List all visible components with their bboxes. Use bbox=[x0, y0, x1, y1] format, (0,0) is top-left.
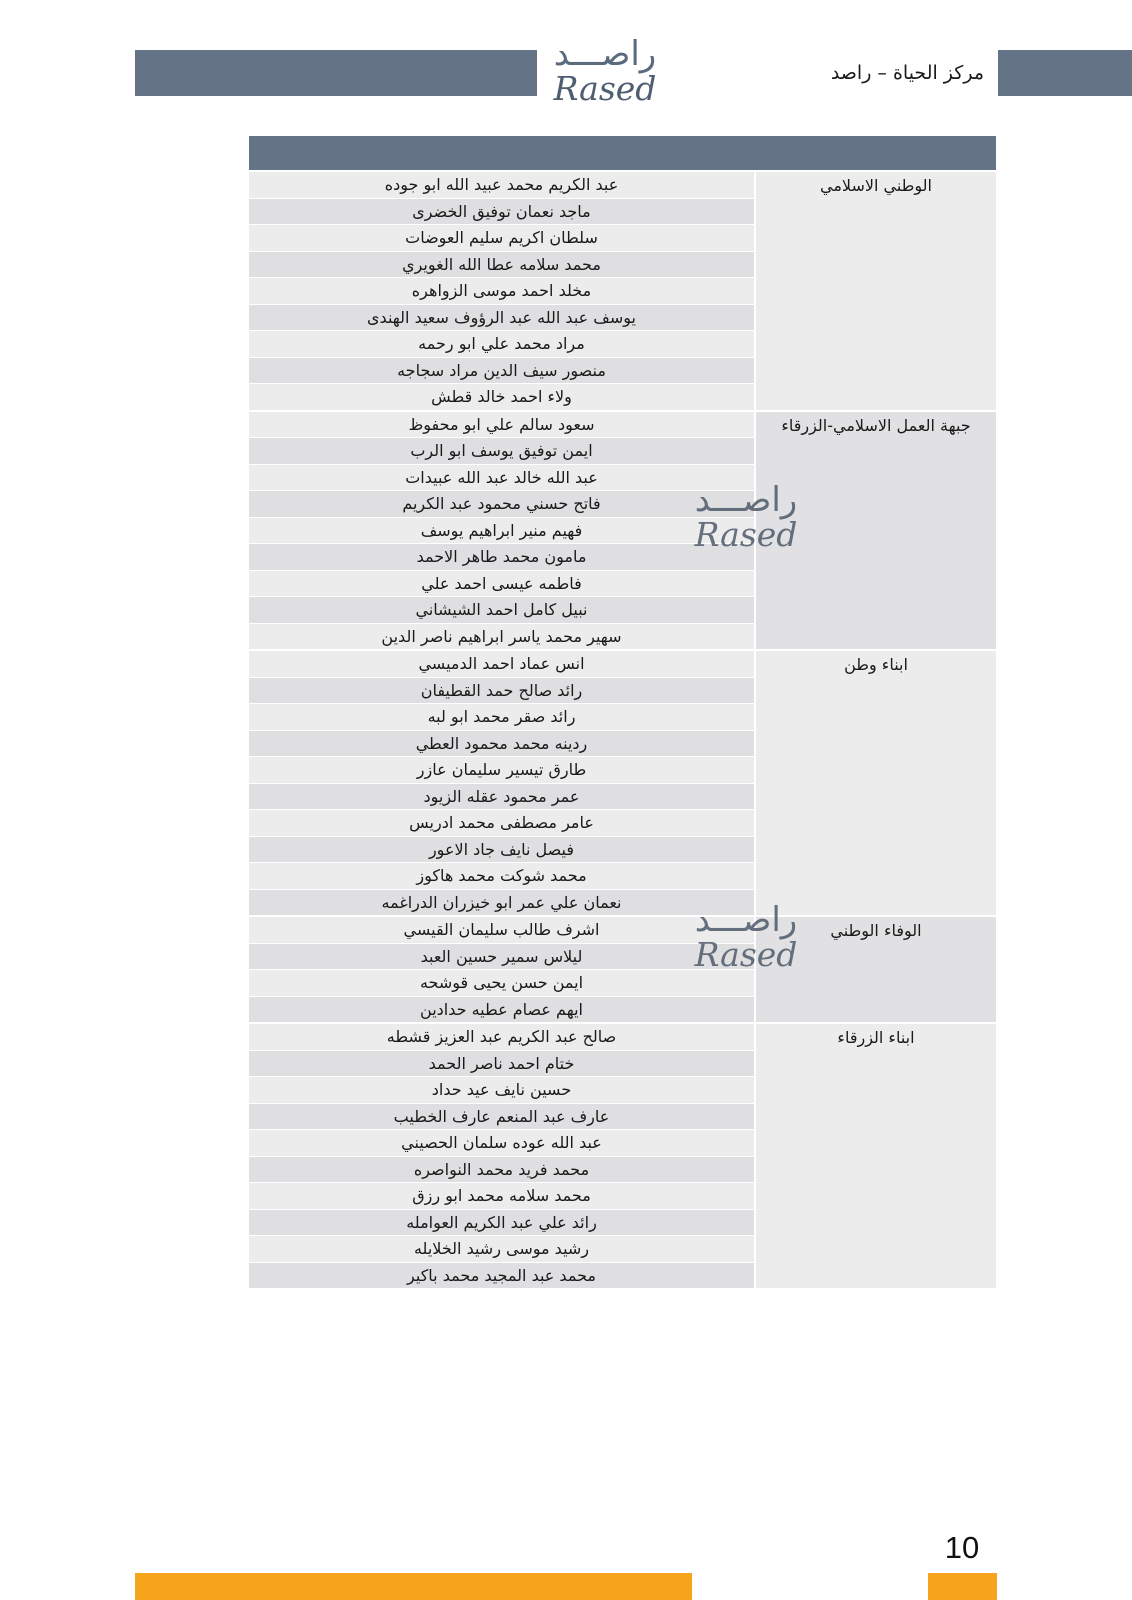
table-row: عمر محمود عقله الزيود bbox=[249, 783, 754, 810]
table-row: مخلد احمد موسى الزواهره bbox=[249, 277, 754, 304]
watermark-english-text: Rased bbox=[694, 935, 798, 974]
group-label: ابناء الزرقاء bbox=[754, 1024, 996, 1288]
list-group bbox=[249, 1022, 996, 1288]
table-header-bar bbox=[249, 136, 996, 170]
group-names bbox=[249, 1024, 754, 1288]
list-group bbox=[249, 915, 996, 1022]
table-row: نبيل كامل احمد الشيشاني bbox=[249, 596, 754, 623]
table-row: طارق تيسير سليمان عازر bbox=[249, 756, 754, 783]
table-row: عبد الله خالد عبد الله عبيدات bbox=[249, 464, 754, 491]
table-row: فيصل نايف جاد الاعور bbox=[249, 836, 754, 863]
table-row: يوسف عبد الله عبد الرؤوف سعيد الهندى bbox=[249, 304, 754, 331]
list-group bbox=[249, 649, 996, 915]
watermark-english-text: Rased bbox=[694, 515, 798, 554]
table-row: محمد شوكت محمد هاكوز bbox=[249, 862, 754, 889]
footer-bar-left bbox=[135, 1573, 692, 1600]
table-row: عبد الله عوده سلمان الحصيني bbox=[249, 1129, 754, 1156]
table-row: عبد الكريم محمد عبيد الله ابو جوده bbox=[249, 172, 754, 198]
group-label: جبهة العمل الاسلامي-الزرقاء bbox=[754, 412, 996, 650]
page-header-title: مركز الحياة – راصد bbox=[830, 62, 984, 84]
table-row: رائد صقر محمد ابو لبه bbox=[249, 703, 754, 730]
table-row: فهيم منير ابراهيم يوسف bbox=[249, 517, 754, 544]
table-row: سعود سالم علي ابو محفوظ bbox=[249, 412, 754, 438]
table-row: محمد عبد المجيد محمد باكير bbox=[249, 1262, 754, 1289]
table-row: سلطان اكريم سليم العوضات bbox=[249, 224, 754, 251]
logo-english-text: Rased bbox=[553, 69, 657, 108]
header-bar-right bbox=[998, 50, 1132, 96]
table-row: فاطمه عيسى احمد علي bbox=[249, 570, 754, 597]
group-names bbox=[249, 412, 754, 650]
table-row: عارف عبد المنعم عارف الخطيب bbox=[249, 1103, 754, 1130]
table-row: محمد سلامه محمد ابو رزق bbox=[249, 1182, 754, 1209]
table-row: مراد محمد علي ابو رحمه bbox=[249, 330, 754, 357]
table-row: فاتح حسني محمود عبد الكريم bbox=[249, 490, 754, 517]
watermark-logo bbox=[686, 482, 806, 554]
group-label: الوطني الاسلامي bbox=[754, 172, 996, 410]
table-body bbox=[249, 170, 996, 1288]
table-row: رائد علي عبد الكريم العوامله bbox=[249, 1209, 754, 1236]
group-names bbox=[249, 917, 754, 1022]
watermark-arabic-text: راصـــد bbox=[694, 900, 798, 940]
table-row: ردينه محمد محمود العطي bbox=[249, 730, 754, 757]
page-number: 10 bbox=[944, 1530, 980, 1565]
table-row: نعمان علي عمر ابو خيزران الدراغمه bbox=[249, 889, 754, 916]
table-row: رائد صالح حمد القطيفان bbox=[249, 677, 754, 704]
table-row: ولاء احمد خالد قطش bbox=[249, 383, 754, 410]
table-row: عامر مصطفى محمد ادريس bbox=[249, 809, 754, 836]
header-logo bbox=[545, 36, 665, 108]
table-row: سهير محمد ياسر ابراهيم ناصر الدين bbox=[249, 623, 754, 650]
table-row: ماجد نعمان توفيق الخضرى bbox=[249, 198, 754, 225]
list-group bbox=[249, 170, 996, 410]
footer-bar-right bbox=[928, 1573, 997, 1600]
table-row: محمد فريد محمد النواصره bbox=[249, 1156, 754, 1183]
table-row: رشيد موسى رشيد الخلايله bbox=[249, 1235, 754, 1262]
group-label: ابناء وطن bbox=[754, 651, 996, 915]
table-row: اشرف طالب سليمان القيسي bbox=[249, 917, 754, 943]
table-row: صالح عبد الكريم عبد العزيز قشطه bbox=[249, 1024, 754, 1050]
header-bar-left bbox=[135, 50, 537, 96]
table-row: ايهم عصام عطيه حدادين bbox=[249, 996, 754, 1023]
table-row: منصور سيف الدين مراد سجاجه bbox=[249, 357, 754, 384]
table-row: ايمن توفيق يوسف ابو الرب bbox=[249, 437, 754, 464]
table-row: انس عماد احمد الدميسي bbox=[249, 651, 754, 677]
table-row: ايمن حسن يحيى قوشحه bbox=[249, 969, 754, 996]
watermark-arabic-text: راصـــد bbox=[694, 480, 798, 520]
table-row: محمد سلامه عطا الله الغويري bbox=[249, 251, 754, 278]
watermark-logo bbox=[686, 902, 806, 974]
list-group bbox=[249, 410, 996, 650]
candidates-table bbox=[249, 136, 996, 1288]
group-names bbox=[249, 172, 754, 410]
group-label: الوفاء الوطني bbox=[754, 917, 996, 1022]
table-row: مامون محمد طاهر الاحمد bbox=[249, 543, 754, 570]
table-row: ليلاس سمير حسين العبد bbox=[249, 943, 754, 970]
group-names bbox=[249, 651, 754, 915]
table-row: حسين نايف عيد حداد bbox=[249, 1076, 754, 1103]
table-row: ختام احمد ناصر الحمد bbox=[249, 1050, 754, 1077]
logo-arabic-text: راصـــد bbox=[553, 34, 657, 74]
